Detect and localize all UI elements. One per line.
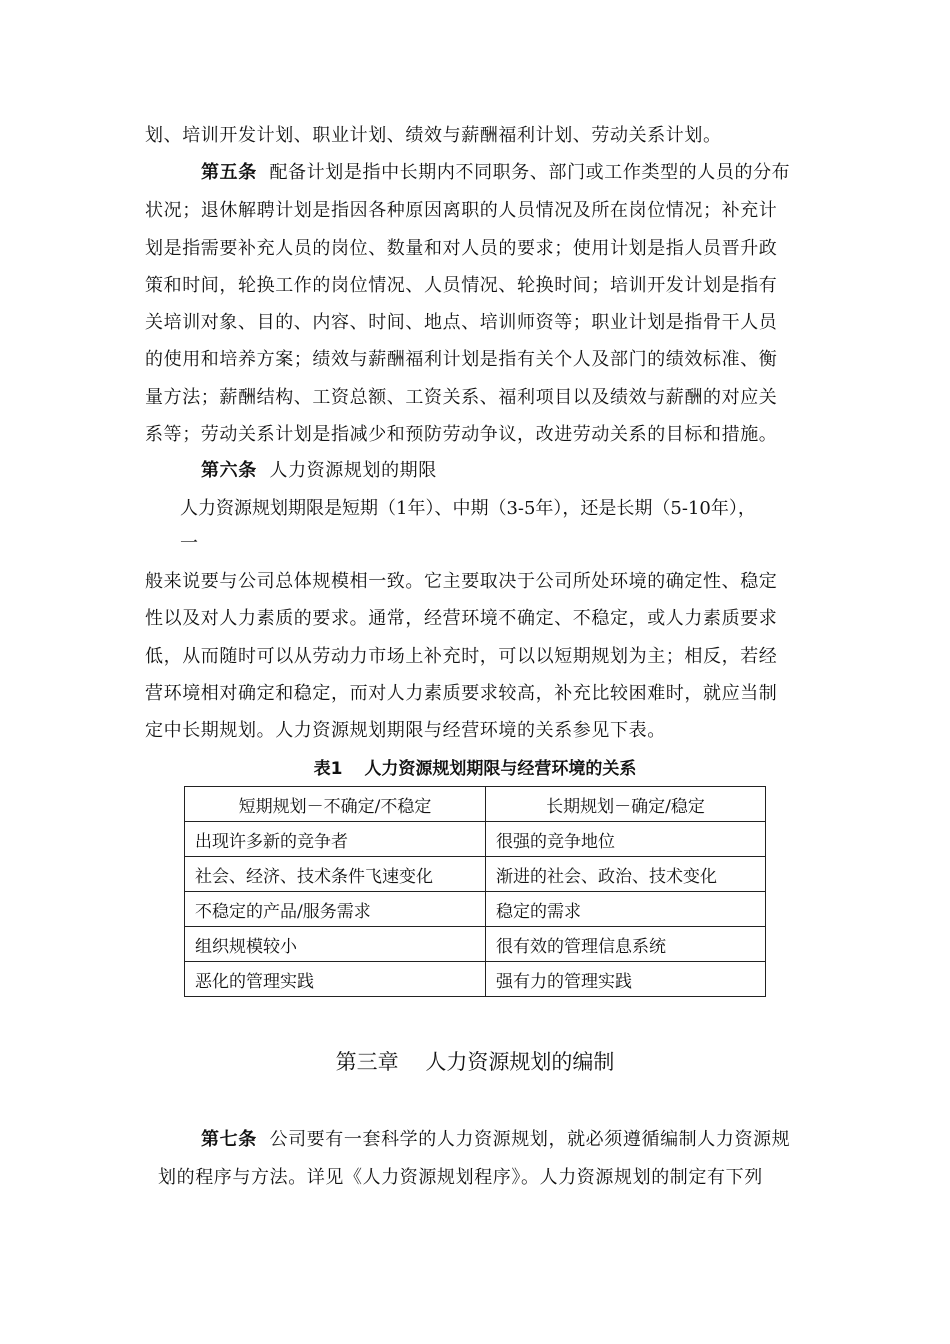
paragraph-line: 定中长期规划。人力资源规划期限与经营环境的关系参见下表。	[145, 720, 666, 741]
article-6-label: 第六条	[201, 460, 257, 481]
table-row	[185, 927, 766, 962]
paragraph-line: 一	[180, 533, 199, 554]
table-caption-number: 表1	[313, 759, 343, 779]
table-header-row	[185, 787, 766, 822]
paragraph-line: 策和时间，轮换工作的岗位情况、人员情况、轮换时间；培训开发计划是指有	[145, 275, 778, 296]
table-header-long-term: 长期规划－确定/稳定	[486, 787, 766, 822]
table-caption	[0, 754, 950, 779]
article-7-line	[201, 1128, 790, 1152]
table-row	[185, 892, 766, 927]
table-caption-title: 人力资源规划期限与经营环境的关系	[364, 759, 637, 779]
table-cell: 渐进的社会、政治、技术变化	[486, 857, 766, 892]
table-row	[185, 822, 766, 857]
table-row	[185, 962, 766, 997]
paragraph-line: 关培训对象、目的、内容、时间、地点、培训师资等；职业计划是指骨干人员	[145, 312, 778, 333]
article-7-label: 第七条	[201, 1129, 257, 1150]
table-cell: 恶化的管理实践	[185, 962, 486, 997]
paragraph-line: 低，从而随时可以从劳动力市场上补充时，可以以短期规划为主；相反，若经	[145, 646, 778, 667]
paragraph-line: 划的程序与方法。详见《人力资源规划程序》。人力资源规划的制定有下列	[158, 1167, 763, 1188]
planning-environment-table	[184, 786, 766, 997]
article-6-title: 人力资源规划的期限	[269, 460, 437, 481]
paragraph-line: 系等；劳动关系计划是指减少和预防劳动争议，改进劳动关系的目标和措施。	[145, 424, 778, 445]
table-row	[185, 857, 766, 892]
article-6-heading	[201, 459, 437, 483]
chapter-heading	[0, 1046, 950, 1076]
table-cell: 很强的竞争地位	[486, 822, 766, 857]
table-cell: 社会、经济、技术条件飞速变化	[185, 857, 486, 892]
chapter-title: 人力资源规划的编制	[425, 1050, 615, 1074]
table-header-short-term: 短期规划－不确定/不稳定	[185, 787, 486, 822]
table-cell: 稳定的需求	[486, 892, 766, 927]
table-cell: 强有力的管理实践	[486, 962, 766, 997]
paragraph-line: 性以及对人力素质的要求。通常，经营环境不确定、不稳定，或人力素质要求	[145, 608, 778, 629]
article-5-text: 配备计划是指中长期内不同职务、部门或工作类型的人员的分布	[269, 162, 791, 183]
article-5-label: 第五条	[201, 162, 257, 183]
table-cell: 很有效的管理信息系统	[486, 927, 766, 962]
table-cell: 不稳定的产品/服务需求	[185, 892, 486, 927]
chapter-number: 第三章	[335, 1050, 399, 1074]
paragraph-line: 划是指需要补充人员的岗位、数量和对人员的要求；使用计划是指人员晋升政	[145, 238, 778, 259]
paragraph-line: 人力资源规划期限是短期（1年）、中期（3-5年），还是长期（5-10年），	[180, 498, 756, 519]
table-cell: 组织规模较小	[185, 927, 486, 962]
paragraph-line: 量方法；薪酬结构、工资总额、工资关系、福利项目以及绩效与薪酬的对应关	[145, 387, 778, 408]
paragraph-line: 般来说要与公司总体规模相一致。它主要取决于公司所处环境的确定性、稳定	[145, 571, 778, 592]
paragraph-line: 划、培训开发计划、职业计划、绩效与薪酬福利计划、劳动关系计划。	[145, 125, 722, 146]
table-cell: 出现许多新的竞争者	[185, 822, 486, 857]
paragraph-line: 状况；退休解聘计划是指因各种原因离职的人员情况及所在岗位情况；补充计	[145, 200, 778, 221]
paragraph-line: 的使用和培养方案；绩效与薪酬福利计划是指有关个人及部门的绩效标准、衡	[145, 349, 778, 370]
article-7-text: 公司要有一套科学的人力资源规划，就必须遵循编制人力资源规	[269, 1129, 791, 1150]
article-5-line	[201, 161, 790, 185]
paragraph-line: 营环境相对确定和稳定，而对人力素质要求较高，补充比较困难时，就应当制	[145, 683, 778, 704]
